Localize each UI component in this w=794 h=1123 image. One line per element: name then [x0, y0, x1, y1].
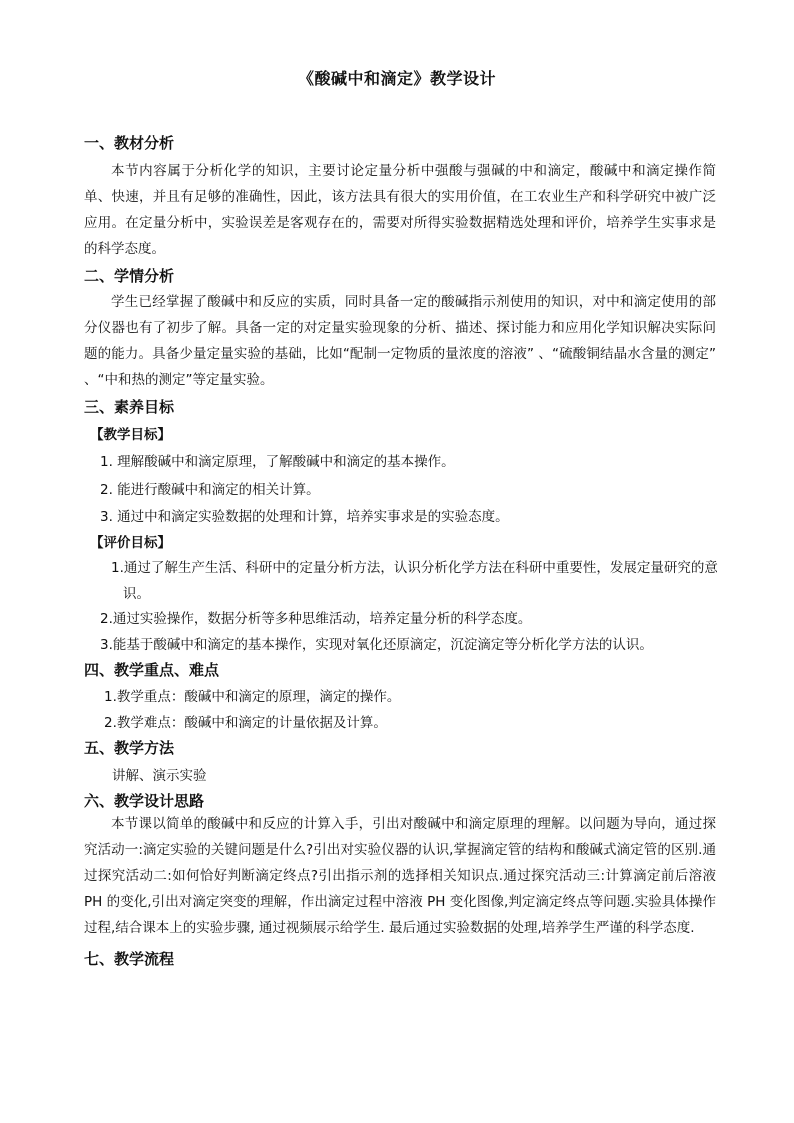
- key-point-item: 2.教学难点：酸碱中和滴定的计量依据及计算。: [104, 715, 387, 731]
- paragraph-design-idea: 本节课以简单的酸碱中和反应的计算入手，引出对酸碱中和滴定原理的理解。以问题为导向，通过探究活动一:滴定实验的关键问题是什么?引出对实验仪器的认识,掌握滴定管的结构和酸碱式滴定管的区别.通过探究活动二:如何恰好判断滴定终点?引出指示剂的选择相关知识点.通过探究活动三:计算滴定前后溶液 PH 的变化,引出对滴定突变的理解，作出滴定过程中溶液 PH 变化图像,判定滴定终点等问题.实验具体操作过程,结合课本上的实验步骤, 通过视频展示给学生. 最后通过实验数据的处理,培养学生严谨的科学态度.: [84, 816, 716, 936]
- teaching-goal-item: 3. 通过中和滴定实验数据的处理和计算，培养实事求是的实验态度。: [100, 509, 509, 525]
- evaluation-goal-item: 3.能基于酸碱中和滴定的基本操作，实现对氧化还原滴定，沉淀滴定等分析化学方法的认识。: [100, 637, 653, 653]
- document-title: 《酸碱中和滴定》教学设计: [297, 69, 496, 88]
- heading-teaching-process: 七、教学流程: [84, 950, 175, 968]
- heading-textbook-analysis: 一、教材分析: [84, 134, 175, 152]
- label-evaluation-goals: 【评价目标】: [90, 535, 171, 551]
- heading-teaching-methods: 五、教学方法: [84, 739, 175, 757]
- key-point-item: 1.教学重点：酸碱中和滴定的原理，滴定的操作。: [104, 689, 401, 705]
- heading-literacy-goals: 三、素养目标: [84, 398, 175, 416]
- heading-student-analysis: 二、学情分析: [84, 267, 175, 285]
- heading-design-idea: 六、教学设计思路: [84, 792, 205, 810]
- teaching-goal-item: 2. 能进行酸碱中和滴定的相关计算。: [100, 482, 320, 498]
- label-teaching-goals: 【教学目标】: [90, 427, 171, 443]
- heading-key-difficult-points: 四、教学重点、难点: [84, 661, 220, 679]
- teaching-goal-item: 1. 理解酸碱中和滴定原理，了解酸碱中和滴定的基本操作。: [100, 454, 455, 470]
- evaluation-goal-item: 1.通过了解生产生活、科研中的定量分析方法，认识分析化学方法在科研中重要性，发展定量研究的意识。: [111, 560, 718, 602]
- teaching-methods-text: 讲解、演示实验: [112, 768, 207, 784]
- evaluation-goal-item: 2.通过实验操作，数据分析等多种思维活动，培养定量分析的科学态度。: [100, 611, 532, 627]
- paragraph-textbook-analysis: 本节内容属于分析化学的知识，主要讨论定量分析中强酸与强碱的中和滴定，酸碱中和滴定操作简单、快速，并且有足够的准确性，因此，该方法具有很大的实用价值，在工农业生产和科学研究中被广泛应用。在定量分析中，实验误差是客观存在的，需要对所得实验数据精选处理和评价，培养学生实事求是的科学态度。: [84, 163, 716, 257]
- paragraph-student-analysis: 学生已经掌握了酸碱中和反应的实质，同时具备一定的酸碱指示剂使用的知识，对中和滴定使用的部分仪器也有了初步了解。具备一定的对定量实验现象的分析、描述、探讨能力和应用化学知识解决实际问题的能力。具备少量定量实验的基础，比如“配制一定物质的量浓度的溶液” 、“硫酸铜结晶水含量的测定” 、“中和热的测定”等定量实验。: [84, 294, 716, 388]
